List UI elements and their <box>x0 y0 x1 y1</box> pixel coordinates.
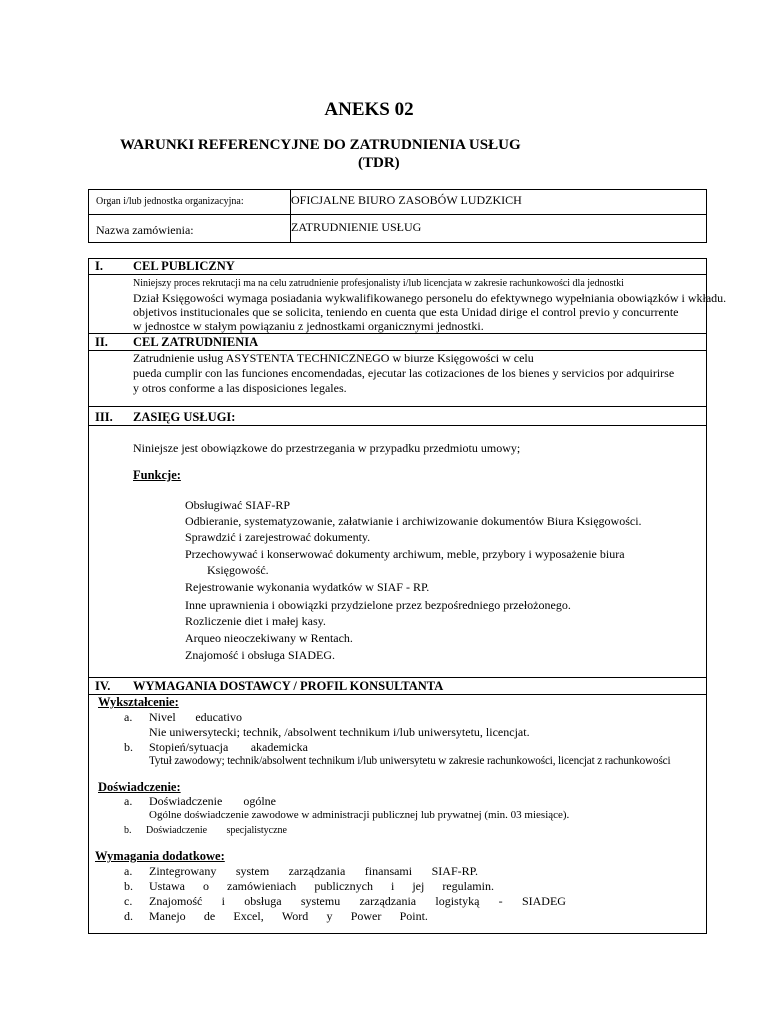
function-item-continuation: Księgowość. <box>207 563 269 577</box>
section-3-number: III. <box>95 410 113 424</box>
additional-item: Zintegrowany system zarządzania finansami SIAF-RP. <box>149 864 478 878</box>
additional-item: Manejo de Excel, Word y Power Point. <box>149 909 428 923</box>
experience-b-letter: b. <box>124 825 132 836</box>
section-1-title: CEL PUBLICZNY <box>133 259 235 273</box>
function-item: Odbieranie, systematyzowanie, załatwianie i archiwizowanie dokumentów Biura Księgowości. <box>185 514 642 528</box>
section-2-title: CEL ZATRUDNIENIA <box>133 335 259 349</box>
order-name-label: Nazwa zamówienia: <box>96 223 194 237</box>
organ-value: OFICJALNE BIURO ZASOBÓW LUDZKICH <box>291 193 522 207</box>
experience-a-letter: a. <box>124 794 133 808</box>
experience-label: Doświadczenie: <box>98 780 181 794</box>
education-b-title: Stopień/sytuacja akademicka <box>149 740 308 754</box>
document-subtitle: WARUNKI REFERENCYJNE DO ZATRUDNIENIA USŁUG <box>120 137 521 153</box>
function-item: Inne uprawnienia i obowiązki przydzielone przez bezpośredniego przełożonego. <box>185 598 571 612</box>
additional-requirements-label: Wymagania dodatkowe: <box>95 849 225 863</box>
functions-label: Funkcje: <box>133 468 181 482</box>
document-subtitle-abbrev: (TDR) <box>358 155 400 171</box>
additional-item-letter: b. <box>124 879 133 893</box>
additional-item-letter: a. <box>124 864 133 878</box>
section-3-title: ZASIĘG USŁUGI: <box>133 410 236 424</box>
section-1-line: w jednostce w stałym powiązaniu z jednostkami organicznymi jednostki. <box>133 319 484 333</box>
function-item: Sprawdzić i zarejestrować dokumenty. <box>185 530 371 544</box>
organ-label: Organ i/lub jednostka organizacyjna: <box>96 196 244 207</box>
function-item: Znajomość i obsługa SIADEG. <box>185 648 335 662</box>
education-a-title: Nivel educativo <box>149 710 242 724</box>
education-b-letter: b. <box>124 740 133 754</box>
section-1-line: objetivos institucionales que se solicita, teniendo en cuenta que esta Unidad dirige el control previo y concurrente <box>133 305 679 319</box>
section-2-line: Zatrudnienie usług ASYSTENTA TECHNICZNEGO w biurze Księgowości w celu <box>133 351 534 365</box>
section-1-line: Dział Księgowości wymaga posiadania wykwalifikowanego personelu do efektywnego wypełniania obowiązków i wkładu. <box>133 291 727 305</box>
section-1-line: Niniejszy proces rekrutacji ma na celu zatrudnienie profesjonalisty i/lub licencjata w zakresie rachunkowości dla jednostki <box>133 278 624 289</box>
function-item: Przechowywać i konserwować dokumenty archiwum, meble, przybory i wyposażenie biura <box>185 547 625 561</box>
additional-item: Ustawa o zamówieniach publicznych i jej regulamin. <box>149 879 494 893</box>
additional-item-letter: d. <box>124 909 133 923</box>
experience-b-title: Doświadczenie specjalistyczne <box>146 825 287 836</box>
experience-a-title: Doświadczenie ogólne <box>149 794 276 808</box>
order-name-value: ZATRUDNIENIE USŁUG <box>291 220 422 234</box>
document-title: ANEKS 02 <box>324 99 414 120</box>
section-2-line: pueda cumplir con las funciones encomendadas, ejecutar las cotizaciones de los bienes y servicios por adquirirse <box>133 366 675 380</box>
education-a-letter: a. <box>124 710 133 724</box>
section-4-number: IV. <box>95 679 111 693</box>
additional-item-letter: c. <box>124 894 133 908</box>
function-item: Rejestrowanie wykonania wydatków w SIAF - RP. <box>185 580 430 594</box>
function-item: Arqueo nieoczekiwany w Rentach. <box>185 631 353 645</box>
additional-item: Znajomość i obsługa systemu zarządzania logistyką - SIADEG <box>149 894 566 908</box>
function-item: Rozliczenie diet i małej kasy. <box>185 614 326 628</box>
experience-a-desc: Ogólne doświadczenie zawodowe w administracji publicznej lub prywatnej (min. 03 miesiące). <box>149 809 570 821</box>
section-1-number: I. <box>95 259 103 273</box>
section-2-line: y otros conforme a las disposiciones legales. <box>133 381 347 395</box>
education-label: Wykształcenie: <box>98 695 179 709</box>
section-2-number: II. <box>95 335 108 349</box>
section-3-intro: Niniejsze jest obowiązkowe do przestrzegania w przypadku przedmiotu umowy; <box>133 441 521 455</box>
section-4-title: WYMAGANIA DOSTAWCY / PROFIL KONSULTANTA <box>133 679 444 693</box>
education-a-desc: Nie uniwersytecki; technik, /absolwent technikum i/lub uniwersytetu, licencjat. <box>149 725 530 739</box>
function-item: Obsługiwać SIAF-RP <box>185 498 291 512</box>
education-b-desc: Tytuł zawodowy; technik/absolwent technikum i/lub uniwersytetu w zakresie rachunkowości, licencjat z rachunkowości <box>149 755 671 767</box>
